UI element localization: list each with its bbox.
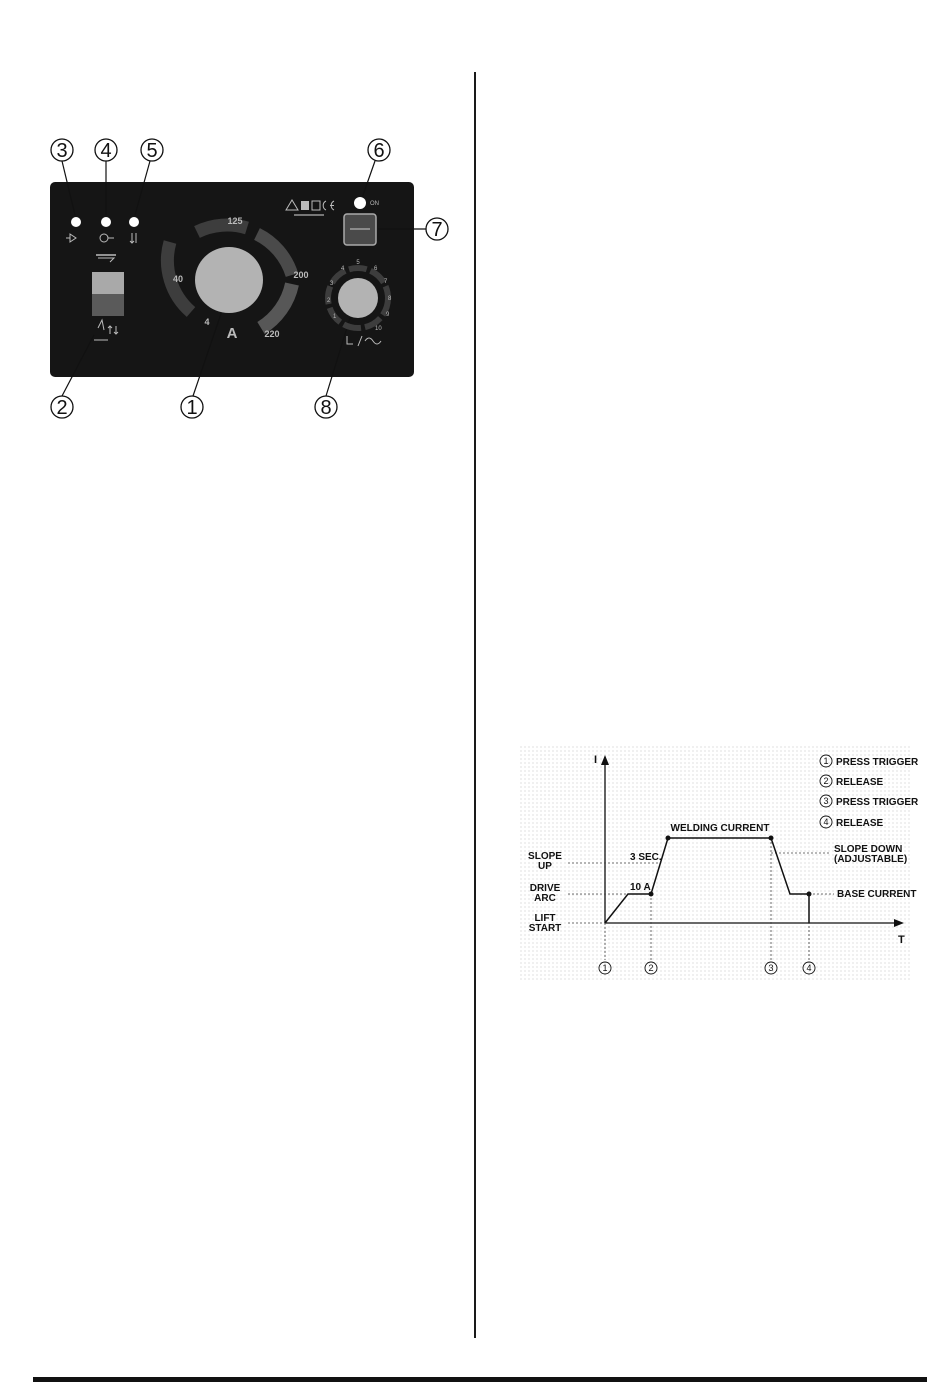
svg-text:7: 7 [431,219,443,241]
svg-text:2: 2 [56,397,68,419]
callout-7 [426,218,448,241]
svg-text:2: 2 [327,298,331,304]
lift-start-label-2: START [528,923,562,934]
svg-text:PRESS TRIGGER: PRESS TRIGGER [836,797,919,808]
svg-text:8: 8 [388,296,392,302]
power-switch[interactable] [344,214,376,245]
svg-text:2: 2 [648,963,654,973]
svg-text:4: 4 [341,266,345,272]
point-welding-start [666,836,671,841]
svg-text:ON: ON [370,201,379,207]
callout-2 [51,396,73,419]
svg-text:4: 4 [100,140,112,162]
svg-text:5: 5 [146,140,158,162]
drive-arc-label-1: DRIVE [529,883,561,894]
three-sec-label: 3 SEC. [630,852,662,863]
svg-text:4: 4 [823,817,829,827]
svg-text:125: 125 [227,216,243,226]
svg-text:A: A [226,325,238,342]
tig-cycle-diagram [520,745,919,981]
current-knob[interactable] [195,247,263,313]
footer-rule [33,1377,927,1382]
svg-text:200: 200 [293,270,309,280]
svg-text:1: 1 [333,314,337,320]
svg-text:3: 3 [330,281,334,287]
svg-text:5: 5 [356,260,360,266]
indicator-led-4 [101,217,111,227]
svg-text:7: 7 [384,279,388,285]
callout-8 [315,396,337,419]
y-axis-label: I [594,754,598,766]
callout-3 [51,139,73,162]
callout-5 [141,139,163,162]
point-press-3 [769,836,774,841]
svg-text:9: 9 [386,312,390,318]
svg-text:4: 4 [204,317,210,327]
callout-6 [368,139,390,162]
ten-a-label: 10 A [630,882,651,893]
callout-1 [181,396,203,419]
svg-text:4: 4 [806,963,812,973]
svg-text:1: 1 [186,397,198,419]
drive-arc-label-2: ARC [534,893,556,904]
slope-down-label-1: SLOPE DOWN [834,844,903,855]
slope-up-label-2: UP [538,861,552,872]
x-axis-label: T [898,934,905,946]
slope-down-label-2: (ADJUSTABLE) [834,854,908,865]
slope-up-label-1: SLOPE [528,851,562,862]
svg-text:RELEASE: RELEASE [836,777,884,788]
svg-text:PRESS TRIGGER: PRESS TRIGGER [836,757,919,768]
svg-text:3: 3 [768,963,774,973]
svg-text:220: 220 [264,329,280,339]
power-on-led [354,197,366,209]
welding-current-label: WELDING CURRENT [670,823,770,834]
point-base-current [807,892,812,897]
svg-text:40: 40 [172,274,184,284]
svg-text:2: 2 [823,776,829,786]
svg-text:3: 3 [56,140,68,162]
svg-text:6: 6 [374,266,378,272]
control-panel-figure [40,130,460,425]
svg-text:10: 10 [375,326,382,332]
svg-text:RELEASE: RELEASE [836,818,884,829]
svg-text:8: 8 [320,397,332,419]
column-divider [474,72,476,1338]
svg-text:1: 1 [602,963,608,973]
base-current-label: BASE CURRENT [837,889,917,900]
indicator-led-3 [71,217,81,227]
svg-text:3: 3 [823,796,829,806]
svg-text:1: 1 [823,756,829,766]
slope-down-knob[interactable] [338,278,378,318]
indicator-led-5 [129,217,139,227]
svg-text:6: 6 [373,140,385,162]
lift-start-label-1: LIFT [534,913,556,924]
callout-4 [95,139,117,162]
